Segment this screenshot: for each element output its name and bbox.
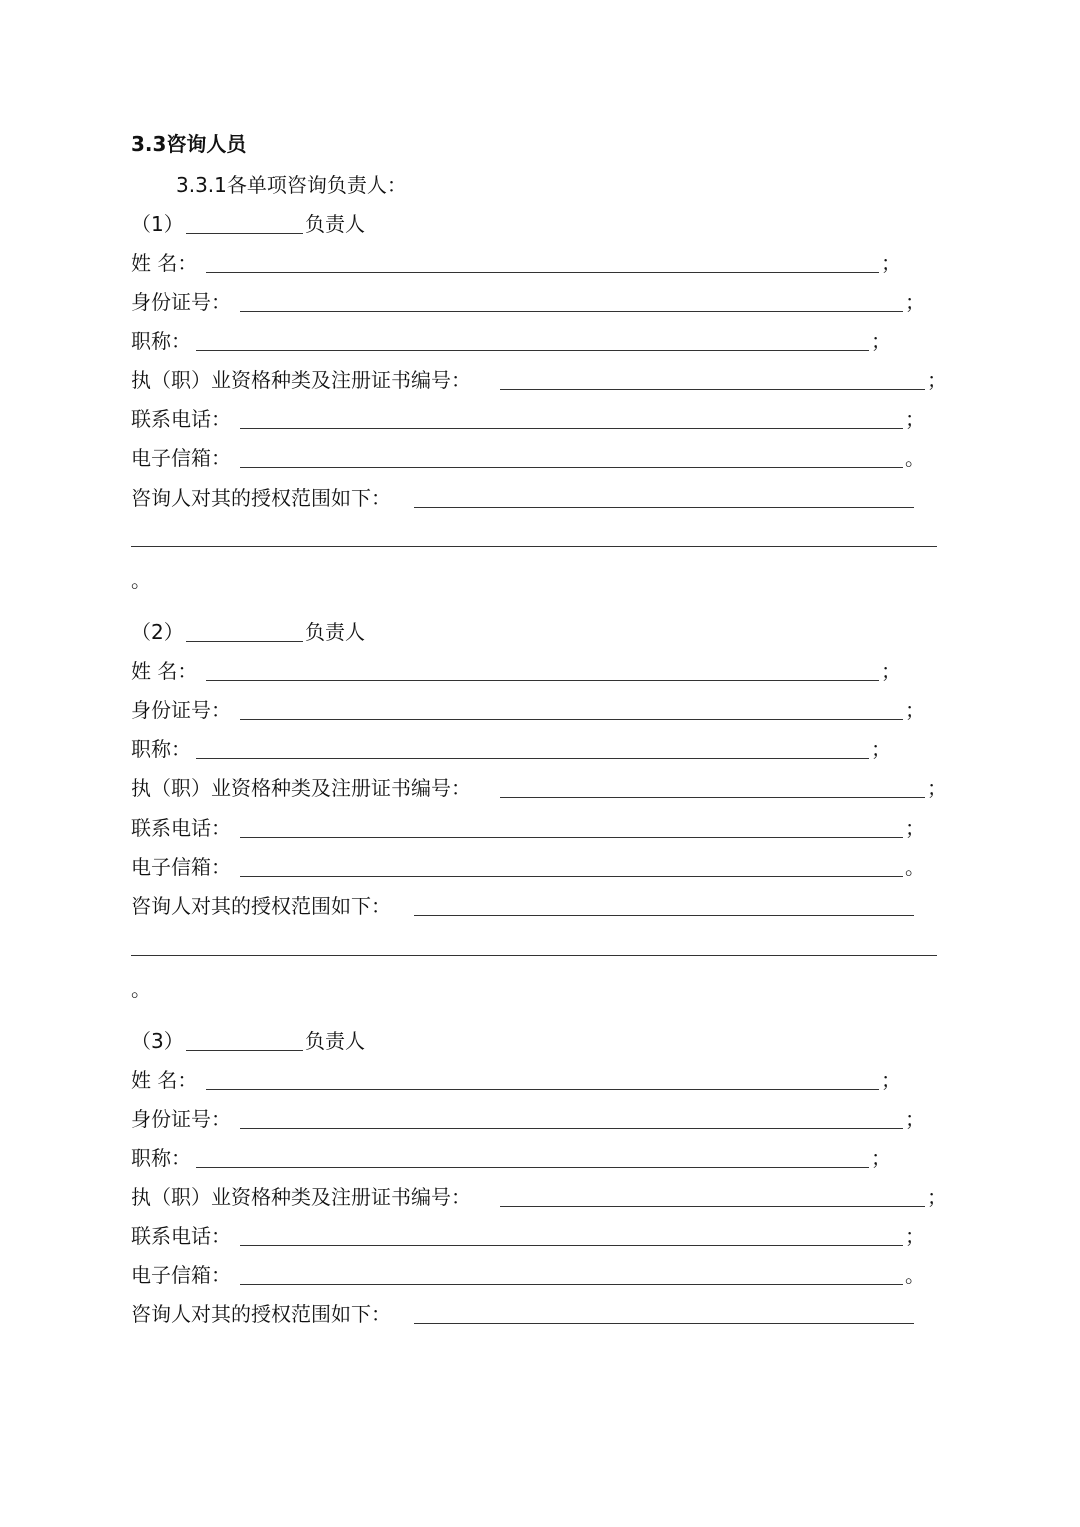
id-label: 身份证号： bbox=[131, 290, 231, 314]
scope-blank[interactable] bbox=[414, 915, 914, 916]
name-blank[interactable] bbox=[206, 1089, 879, 1090]
semicolon: ； bbox=[905, 407, 925, 431]
semicolon: ； bbox=[905, 1224, 925, 1248]
period: 。 bbox=[905, 446, 925, 470]
semicolon: ； bbox=[881, 251, 901, 275]
phone-blank[interactable] bbox=[240, 837, 903, 838]
cert-blank[interactable] bbox=[500, 797, 925, 798]
cert-label: 执（职）业资格种类及注册证书编号： bbox=[131, 776, 471, 800]
scope-blank-continued[interactable] bbox=[131, 955, 937, 956]
email-blank[interactable] bbox=[240, 876, 903, 877]
semicolon: ； bbox=[881, 659, 901, 683]
email-blank[interactable] bbox=[240, 1284, 903, 1285]
block-number: （3） bbox=[131, 1029, 184, 1053]
end-mark: 。 bbox=[131, 568, 151, 592]
semicolon: ； bbox=[927, 1185, 947, 1209]
role-suffix: 负责人 bbox=[305, 620, 365, 644]
scope-label: 咨询人对其的授权范围如下： bbox=[131, 486, 391, 510]
semicolon: ； bbox=[905, 698, 925, 722]
semicolon: ； bbox=[871, 329, 891, 353]
cert-label: 执（职）业资格种类及注册证书编号： bbox=[131, 368, 471, 392]
semicolon: ； bbox=[905, 290, 925, 314]
name-label: 姓 名： bbox=[131, 659, 198, 683]
role-blank[interactable] bbox=[186, 233, 303, 234]
name-label: 姓 名： bbox=[131, 251, 198, 275]
phone-label: 联系电话： bbox=[131, 816, 231, 840]
email-label: 电子信箱： bbox=[131, 855, 231, 879]
phone-blank[interactable] bbox=[240, 428, 903, 429]
id-blank[interactable] bbox=[240, 1128, 903, 1129]
semicolon: ； bbox=[905, 1107, 925, 1131]
semicolon: ； bbox=[871, 737, 891, 761]
scope-label: 咨询人对其的授权范围如下： bbox=[131, 1302, 391, 1326]
period: 。 bbox=[905, 1263, 925, 1287]
scope-blank[interactable] bbox=[414, 507, 914, 508]
email-label: 电子信箱： bbox=[131, 446, 231, 470]
id-blank[interactable] bbox=[240, 719, 903, 720]
role-blank[interactable] bbox=[186, 641, 303, 642]
end-mark: 。 bbox=[131, 977, 151, 1001]
semicolon: ； bbox=[927, 368, 947, 392]
semicolon: ； bbox=[881, 1068, 901, 1092]
title-blank[interactable] bbox=[196, 350, 869, 351]
semicolon: ； bbox=[905, 816, 925, 840]
name-label: 姓 名： bbox=[131, 1068, 198, 1092]
title-label: 职称： bbox=[131, 737, 191, 761]
email-blank[interactable] bbox=[240, 467, 903, 468]
phone-label: 联系电话： bbox=[131, 407, 231, 431]
phone-blank[interactable] bbox=[240, 1245, 903, 1246]
section-subheading: 3.3.1各单项咨询负责人： bbox=[176, 173, 407, 197]
block-number: （1） bbox=[131, 212, 184, 236]
semicolon: ； bbox=[927, 776, 947, 800]
title-blank[interactable] bbox=[196, 758, 869, 759]
title-label: 职称： bbox=[131, 329, 191, 353]
cert-blank[interactable] bbox=[500, 1206, 925, 1207]
scope-label: 咨询人对其的授权范围如下： bbox=[131, 894, 391, 918]
email-label: 电子信箱： bbox=[131, 1263, 231, 1287]
semicolon: ； bbox=[871, 1146, 891, 1170]
scope-blank-continued[interactable] bbox=[131, 546, 937, 547]
section-heading: 3.3咨询人员 bbox=[131, 132, 247, 156]
scope-blank[interactable] bbox=[414, 1323, 914, 1324]
id-label: 身份证号： bbox=[131, 1107, 231, 1131]
cert-blank[interactable] bbox=[500, 389, 925, 390]
phone-label: 联系电话： bbox=[131, 1224, 231, 1248]
id-blank[interactable] bbox=[240, 311, 903, 312]
title-label: 职称： bbox=[131, 1146, 191, 1170]
name-blank[interactable] bbox=[206, 680, 879, 681]
name-blank[interactable] bbox=[206, 272, 879, 273]
id-label: 身份证号： bbox=[131, 698, 231, 722]
block-number: （2） bbox=[131, 620, 184, 644]
cert-label: 执（职）业资格种类及注册证书编号： bbox=[131, 1185, 471, 1209]
role-suffix: 负责人 bbox=[305, 212, 365, 236]
role-blank[interactable] bbox=[186, 1050, 303, 1051]
title-blank[interactable] bbox=[196, 1167, 869, 1168]
role-suffix: 负责人 bbox=[305, 1029, 365, 1053]
period: 。 bbox=[905, 855, 925, 879]
